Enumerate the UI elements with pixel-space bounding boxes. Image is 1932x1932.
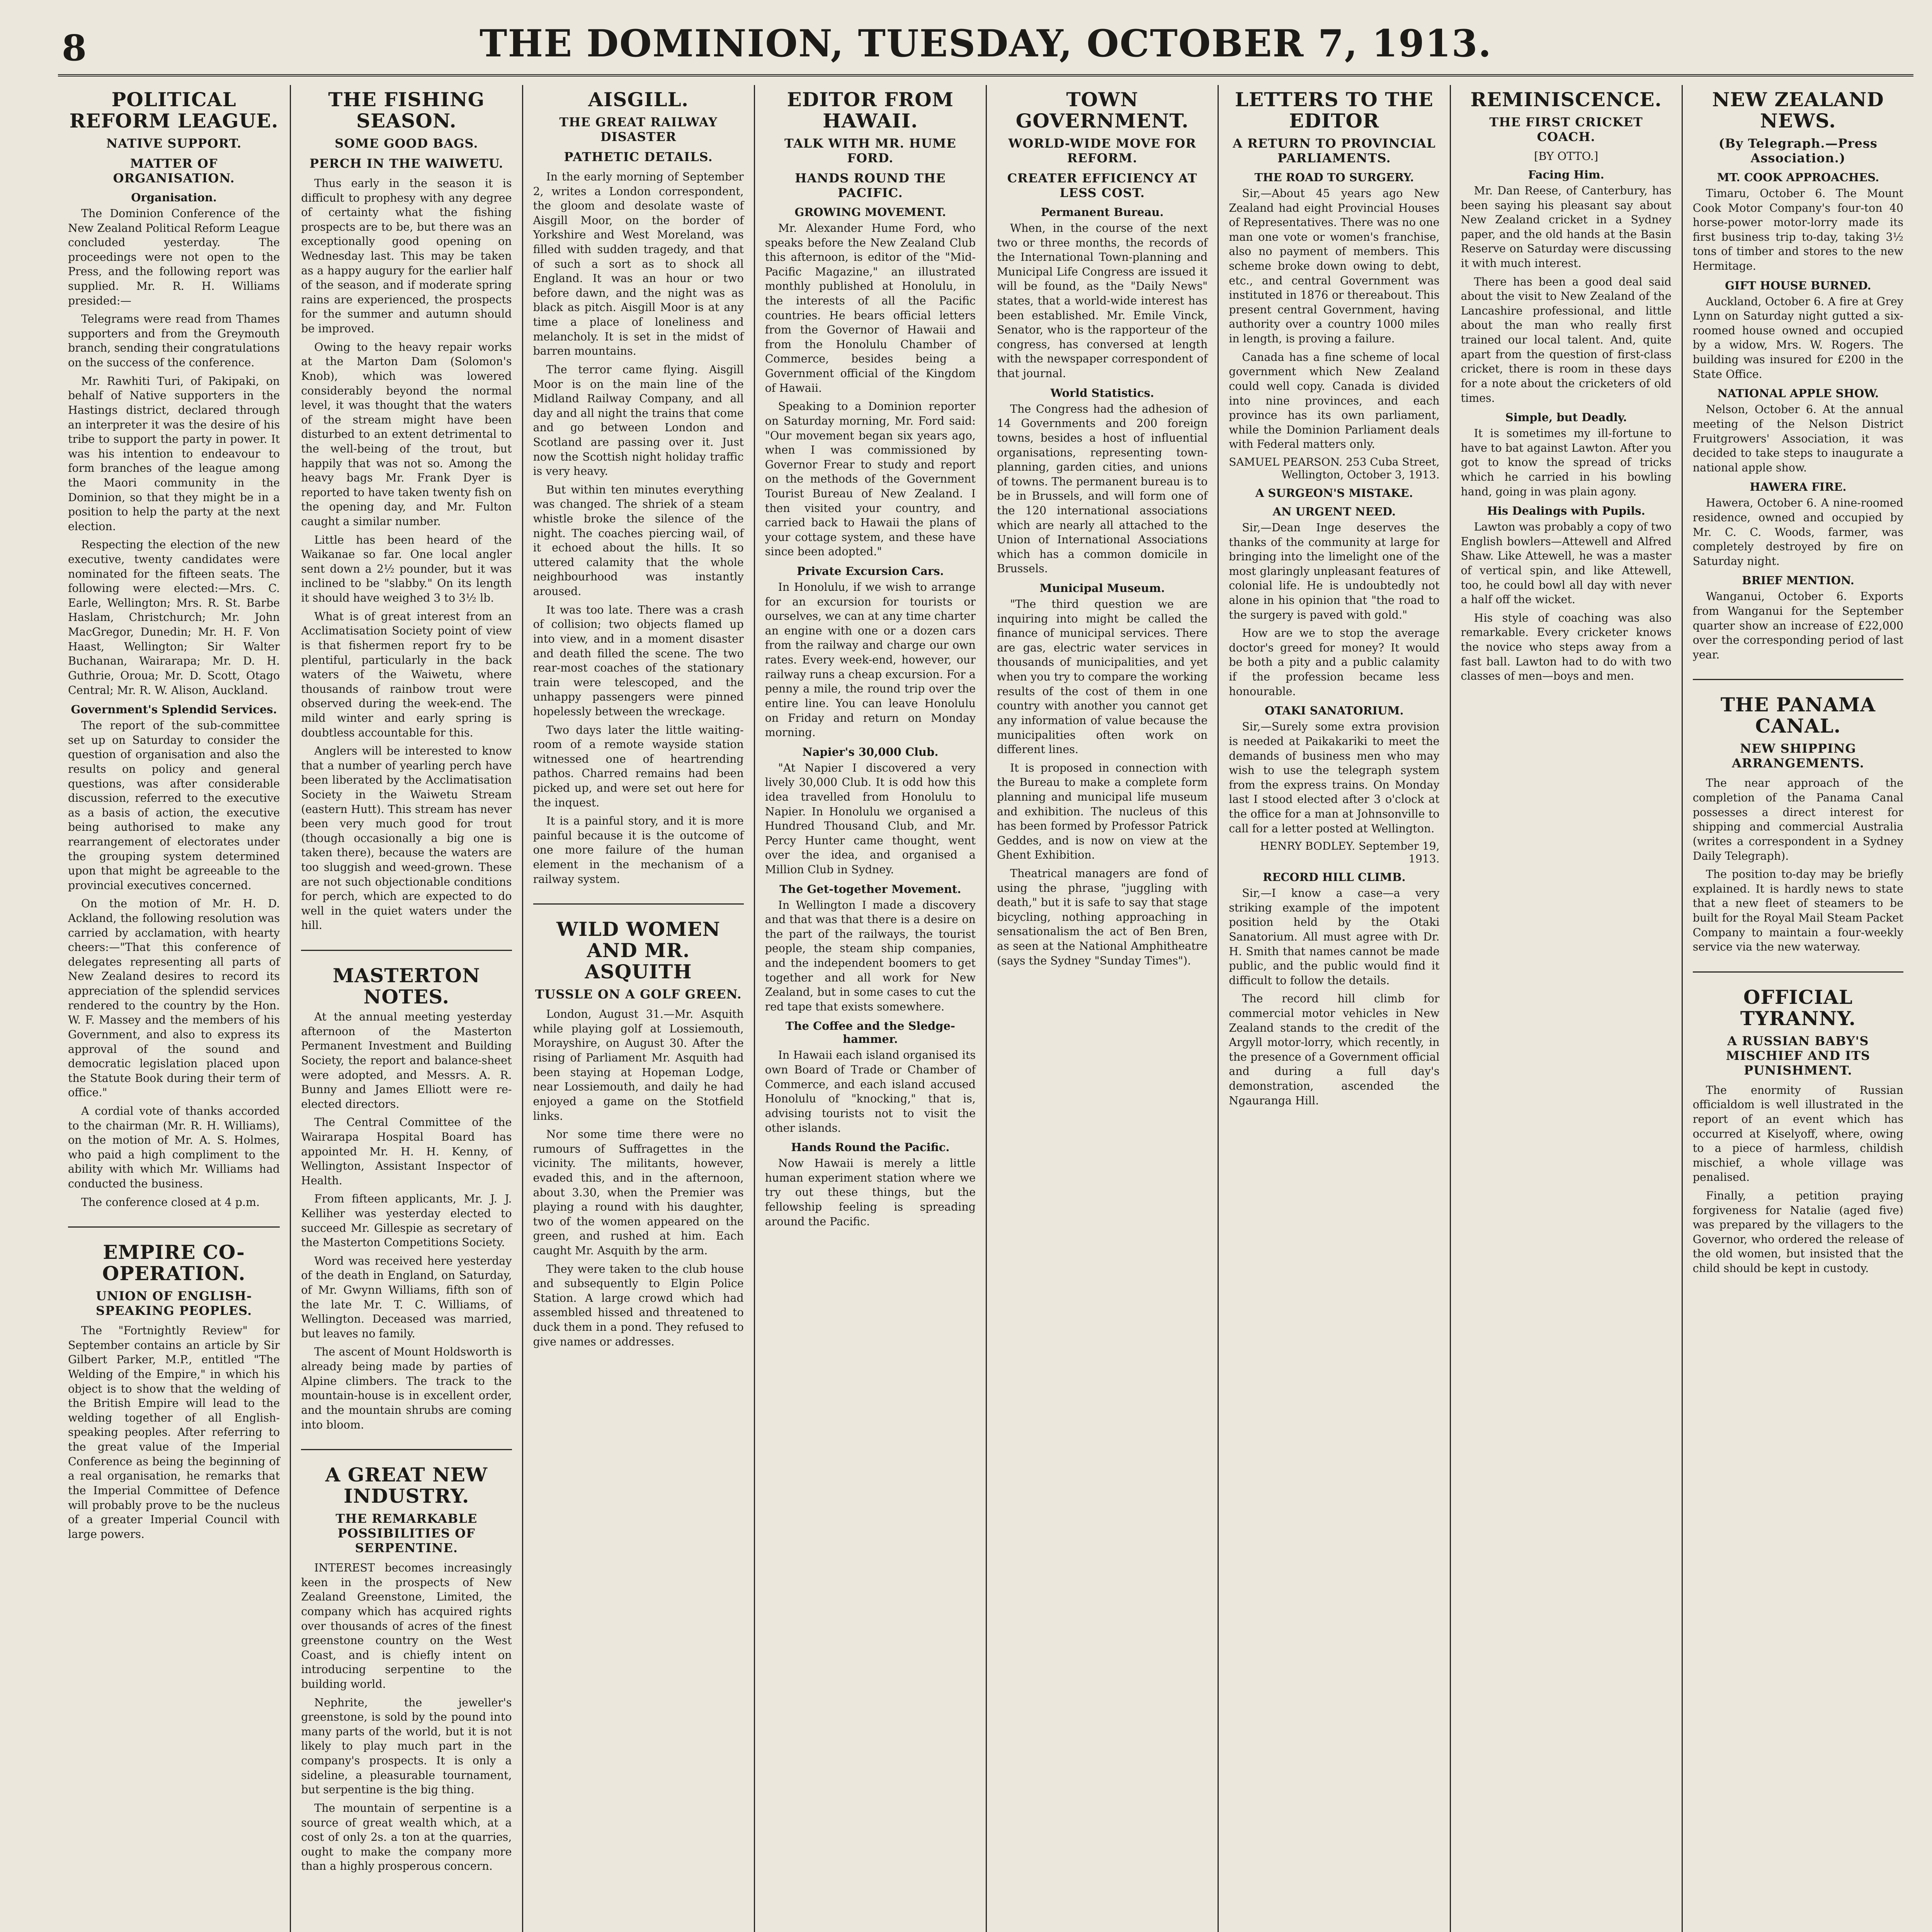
paragraph: "The third question we are inquiring into might be called the finance of municipal services. There are gas, electric water services in thousands of municipalities, and yet when you try to compare the working results of the cost of them in one country with another you cannot get any information of value because the municipalities often work on different lines. (997, 598, 1208, 756)
article (997, 89, 1208, 968)
article-subhead: A RUSSIAN BABY'S MISCHIEF AND ITS PUNISHMENT. (1726, 1033, 1871, 1078)
section-heading: Organisation. (131, 191, 217, 204)
paragraph: Little has been heard of the Waikanae so far. One local angler sent down a 2½ pounder, but it was inclined to be "slabby." On its length it should have weighed 3 to 3½ lb. (301, 533, 512, 605)
article-subhead: THE FIRST CRICKET COACH. (1489, 115, 1643, 144)
article-subhead: WORLD-WIDE MOVE FOR REFORM. (1008, 136, 1196, 165)
column-2 (290, 85, 522, 1932)
article-subhead: UNION OF ENGLISH-SPEAKING PEOPLES. (95, 1289, 252, 1318)
paragraph: Sir,—About 45 years ago New Zealand had eight Provincial Houses of Representatives. There was no one man one vote or women's franchise, also no payment of members. This scheme broke down owing to debt, etc., and central Government was instituted in 1876 or thereabout. This present central Government, having authority over a country 1000 miles in length, is proving a failure. (1229, 187, 1440, 345)
article-headline: WILD WOMEN AND MR. ASQUITH (556, 918, 721, 983)
section-heading: The Get-together Movement. (779, 882, 961, 896)
section-heading: Napier's 30,000 Club. (802, 745, 939, 759)
section-heading: GIFT HOUSE BURNED. (1725, 279, 1871, 292)
article-subhead: TUSSLE ON A GOLF GREEN. (535, 987, 742, 1002)
paragraph: When, in the course of the next two or three months, the records of the International Town-planning and Municipal Life Congress are issued it will be found, as the "Daily News" states, that a world-wide interest has been established. Mr. Emile Vinck, Senator, who is the rapporteur of the congress, has conversed at length with the newspaper correspondent of that journal. (997, 222, 1208, 380)
article (1229, 89, 1439, 1108)
paragraph: Nor some time there were no rumours of Suffragettes in the vicinity. The militants, however, evaded this, and in the afternoon, about 3.30, when the Premier was playing a round with his daughter, two of the women appeared on the green, and rushed at him. Each caught Mr. Asquith by the arm. (533, 1128, 744, 1257)
paragraph: Canada has a fine scheme of local government which New Zealand could well copy. Canada is divided into nine provinces, and each province has its own parliament, while the Dominion Parliament deals with Federal matters only. (1229, 350, 1440, 451)
paragraph: Word was received here yesterday of the death in England, on Saturday, of Mr. Gwynn Williams, fifth son of the late Mr. T. C. Williams, of Wellington. Deceased was married, but leaves no family. (301, 1254, 512, 1340)
letter-signature: HENRY BODLEY. September 19, 1913. (1260, 840, 1440, 866)
article-subhead: THE REMARKABLE POSSIBILITIES OF SERPENTINE. (335, 1511, 478, 1556)
article-subhead: NATIVE SUPPORT. (106, 136, 242, 151)
section-heading: Permanent Bureau. (1041, 206, 1164, 219)
paragraph: Finally, a petition praying forgiveness for Natalie (aged five) was prepared by the villagers to the Governor, who ordered the release of the old women, but insisted that the child should be kept in custody. (1692, 1189, 1903, 1275)
article (301, 1449, 512, 1874)
paragraph: Now Hawaii is merely a little human experiment station where we try out these things, but the fellowship feeling is spreading around the Pacific. (765, 1157, 976, 1228)
paragraph: It is sometimes my ill-fortune to have to bat against Lawton. After you got to know the spread of tricks which he carried in his bowling hand, going in was plain agony. (1461, 427, 1672, 498)
article-subhead: A RETURN TO PROVINCIAL PARLIAMENTS. (1233, 136, 1436, 165)
section-heading: Simple, but Deadly. (1505, 411, 1627, 424)
paragraph: The conference closed at 4 p.m. (81, 1196, 260, 1209)
column-4 (754, 85, 986, 1932)
section-heading: BRIEF MENTION. (1742, 574, 1854, 587)
paragraph: London, August 31.—Mr. Asquith while playing golf at Lossiemouth, Morayshire, on August 30. After the rising of Parliament Mr. Asquith had been staying at Hopeman Lodge, near Lossiemouth, and daily he had enjoyed a game on the Stotfield links. (533, 1008, 744, 1122)
section-heading: MT. COOK APPROACHES. (1717, 171, 1879, 184)
section-heading: Facing Him. (1528, 168, 1604, 181)
article (1693, 679, 1903, 954)
paragraph: Timaru, October 6. The Mount Cook Motor Company's four-ton 40 horse-power motor-lorry made its first business trip to-day, taking 3½ tons of timber and stores to the new Hermitage. (1692, 187, 1903, 273)
paragraph: Two days later the little waiting-room of a remote wayside station witnessed one of heartrending pathos. Charred remains had been picked up, and were set out here for the inquest. (533, 723, 744, 809)
article-subhead: HANDS ROUND THE PACIFIC. (795, 171, 946, 200)
paragraph: Respecting the election of the new executive, twenty candidates were nominated for the fifteen seats. The following were elected:—Mrs. C. Earle, Wellington; Mrs. R. St. Barbe Haslam, Christchurch; Mr. John MacGregor, Dunedin; Mr. H. F. Von Haast, Wellington; Sir Walter Buchanan, Wairarapa; Mr. D. H. Guthrie, Oroua; Mr. D. Scott, Otago Central; Mr. R. W. Alison, Auckland. (68, 538, 280, 697)
paragraph: "At Napier I discovered a very lively 30,000 Club. It is odd how this idea travelled from Honolulu to Napier. In Honolulu we organised a Hundred Thousand Club, and Mr. Percy Hunter came thought, went over the idea, and organised a Million Club in Sydney. (765, 761, 976, 876)
paragraph: Speaking to a Dominion reporter on Saturday morning, Mr. Ford said: "Our movement began six years ago, when I was commissioned by Governor Frear to study and report on the methods of the Government Tourist Bureau of New Zealand. I then visited your country, and carried back to Hawaii the plans of your cottage system, and these have since been adopted." (765, 400, 976, 558)
paragraph: Sir,—I know a case—a very striking example of the impotent position held by the Otaki Sanatorium. All must agree with Dr. H. Smith that names cannot be made public, and the public would find it difficult to follow the details. (1229, 887, 1440, 987)
column-5 (986, 85, 1218, 1932)
section-heading: Hands Round the Pacific. (791, 1141, 950, 1154)
paragraph: Theatrical managers are fond of using the phrase, "juggling with death," but it is safe to say that stage bicycling, nothing approaching in sensationalism the act of Ben Bren, as seen at the National Amphitheatre (says the Sydney "Sunday Times"). (997, 867, 1208, 967)
article-subhead: TALK WITH MR. HUME FORD. (784, 136, 956, 165)
article (68, 1226, 280, 1541)
paragraph: In Hawaii each island organised its own Board of Trade or Chamber of Commerce, and each island accused Honolulu of "knocking," that is, advising tourists not to visit the other islands. (765, 1049, 976, 1134)
article-headline: EDITOR FROM HAWAII. (787, 88, 954, 132)
article-headline: OFFICIAL TYRANNY. (1740, 985, 1856, 1030)
article-subhead: MATTER OF ORGANISATION. (113, 156, 235, 185)
paragraph: How are we to stop the average doctor's greed for money? It would be both a pity and a public calamity if the profession became less honourable. (1229, 627, 1440, 698)
paragraph: Auckland, October 6. A fire at Grey Lynn on Saturday night gutted a six-roomed house owned and occupied by a widow, Mrs. W. Rogers. The building was insured for £200 in the State Office. (1692, 295, 1903, 381)
section-heading: A SURGEON'S MISTAKE. (1255, 486, 1413, 500)
paragraph: Telegrams were read from Thames supporters and from the Greymouth branch, sending their congratulations on the success of the conference. (68, 313, 280, 369)
paragraph: Mr. Dan Reese, of Canterbury, has been saying his pleasant say about New Zealand cricket in a Sydney paper, and the old hands at the Basin Reserve on Saturday were discussing it with much interest. (1461, 184, 1672, 270)
article-headline: POLITICAL REFORM LEAGUE. (69, 88, 279, 132)
article-subhead: SOME GOOD BAGS. (335, 136, 478, 151)
article-subhead: PATHETIC DETAILS. (564, 150, 713, 164)
article-subhead: THE GREAT RAILWAY DISASTER (559, 115, 718, 144)
section-heading: World Statistics. (1050, 386, 1154, 400)
paragraph: Wanganui, October 6. Exports from Wanganui for the September quarter show an increase of £22,000 over the corresponding period of last year. (1692, 590, 1903, 661)
column-8 (1682, 85, 1913, 1932)
article-headline: THE PANAMA CANAL. (1720, 693, 1876, 738)
paragraph: Mr. Rawhiti Turi, of Pakipaki, on behalf of Native supporters in the Hastings district, declared through an interpreter it was the desire of his tribe to support the party in power. It was his intention to endeavour to form branches of the league among the Maori community in the Dominion, so that they might be in a position to help the party at the next election. (68, 374, 280, 533)
paragraph: Nephrite, the jeweller's greenstone, is sold by the pound into many parts of the world, but it is not likely to play much part in the company's prospects. It is only a sideline, a pleasurable tournament, but serpentine is the big thing. (301, 1696, 512, 1796)
paragraph: Sir,—Surely some extra provision is needed at Paikakariki to meet the demands of business men who may wish to use the telegraph system from the express trains. On Monday last I stood elected after 3 o'clock at the office for a man at Johnsonville to call for a letter posted at Wellington. (1229, 720, 1440, 835)
article-headline: TOWN GOVERNMENT. (1015, 88, 1189, 132)
section-heading: NATIONAL APPLE SHOW. (1717, 387, 1879, 400)
column-3 (522, 85, 754, 1932)
paragraph: Thus early in the season it is difficult to prophesy with any degree of certainty what the fishing prospects are to be, but there was an exceptionally good opening on Wednesday last. This may be taken as a happy augury for the earlier half of the season, and if moderate spring rains are experienced, the prospects for the summer and autumn should be improved. (301, 177, 512, 335)
paragraph: Lawton was probably a copy of two English bowlers—Attewell and Alfred Shaw. Like Attewell, he was a master of vertical spin, and like Attewell, too, he could bowl all day with never a half off the wicket. (1461, 520, 1672, 606)
paragraph: It is proposed in connection with the Bureau to make a complete form planning and municipal life museum and exhibition. The nucleus of this has been formed by Professor Patrick Geddes, and is now on view at the Ghent Exhibition. (997, 761, 1208, 862)
article (301, 89, 512, 933)
article (1693, 89, 1903, 662)
section-heading: Municipal Museum. (1039, 582, 1165, 595)
paragraph: Sir,—Dean Inge deserves the thanks of the community at large for bringing into the limelight one of the most glaringly unpleasant features of colonial life. He is undoubtedly not alone in his opinion that "the road to the surgery is paved with gold." (1229, 521, 1440, 621)
paragraph: The enormity of Russian officialdom is well illustrated in the report of an event which has occurred at Kiselyoff, where, owing to a piece of harmless, childish mischief, a whole village was penalised. (1692, 1083, 1903, 1184)
paragraph: There has been a good deal said about the visit to New Zealand of the Lancashire professional, and little about the man who really first trained our local talent. And, quite apart from the question of first-class cricket, there is room in these days for a note about the cricketers of old times. (1461, 275, 1672, 405)
article-headline: THE FISHING SEASON. (328, 88, 485, 132)
article-headline: EMPIRE CO-OPERATION. (102, 1241, 246, 1285)
article (68, 89, 280, 1209)
section-heading: The Coffee and the Sledge-hammer. (785, 1019, 955, 1046)
paragraph: In the early morning of September 2, writes a London correspondent, the gloom and desolate waste of Aisgill Moor, on the border of Yorkshire and West Moreland, was filled with sudden tragedy, and that of such a sort as to shock all England. It was an hour or two before dawn, and the night was as black as pitch. Aisgill Moor is at any time a place of loneliness and melancholy. It is set in the midst of barren mountains. (533, 170, 744, 358)
section-heading: GROWING MOVEMENT. (794, 206, 946, 219)
section-heading: His Dealings with Pupils. (1487, 504, 1645, 518)
paragraph: But within ten minutes everything was changed. The shriek of a steam whistle broke the silence of the night. The coaches piercing wail, of it echoed about the hills. It so uttered calamity that the whole neighbourhood was instantly aroused. (533, 483, 744, 598)
article-headline: NEW ZEALAND NEWS. (1712, 88, 1884, 132)
paragraph: Anglers will be interested to know that a number of yearling perch have been liberated by the Acclimatisation Society in the Waiwetu Stream (eastern Hutt). This stream has never been very much good for trout (though occasionally a big one is taken there), because the waters are too sluggish and weed-grown. These are not such objectionable conditions for perch, which are expected to do well in the quiet waters under the hill. (301, 745, 512, 932)
paragraph: On the motion of Mr. H. D. Ackland, the following resolution was carried by acclamation, with hearty cheers:—"That this conference of delegates representing all parts of New Zealand desires to record its appreciation of the splendid services rendered to the country by the Hon. W. F. Massey and the members of his Government, and also to express its approval of the sound and democratic legislation placed upon the Statute Book during their term of office." (68, 897, 280, 1099)
paragraph: The Central Committee of the Wairarapa Hospital Board has appointed Mr. H. H. Kenny, of Wellington, Assistant Inspector of Health. (301, 1116, 512, 1187)
paragraph: The position to-day may be briefly explained. It is hardly news to state that a new fleet of steamers to be built for the Royal Mail Steam Packet Company to maintain a four-weekly service via the new waterway. (1692, 868, 1903, 954)
paragraph: A cordial vote of thanks accorded to the chairman (Mr. R. H. Williams), on the motion of Mr. A. S. Holmes, who paid a high compliment to the ability with which Mr. Williams had conducted the business. (68, 1104, 280, 1190)
column-1 (58, 85, 290, 1932)
article-subhead: PERCH IN THE WAIWETU. (309, 156, 503, 171)
paragraph: The Congress had the adhesion of 14 Governments and 200 foreign towns, besides a host of influential organisations, representing town-planning, garden cities, and unions of towns. The permanent bureau is to be in Brussels, and will form one of the 120 international associations which are nearly all attached to the Union of International Associations which has a common domicile in Brussels. (997, 402, 1208, 575)
article-byline: [BY OTTO.] (1534, 150, 1599, 163)
paragraph: The record hill climb for commercial motor vehicles in New Zealand stands to the credit of the Argyll motor-lorry, which recently, in the presence of a Government official and during a full day's demonstration, ascended the Ngauranga Hill. (1229, 992, 1440, 1107)
article (533, 89, 744, 886)
paragraph: The ascent of Mount Holdsworth is already being made by parties of Alpine climbers. The track to the mountain-house is in excellent order, and the mountain shrubs are coming into bloom. (301, 1345, 512, 1431)
letter-signature: SAMUEL PEARSON. 253 Cuba Street, Wellington, October 3, 1913. (1229, 455, 1440, 481)
section-heading: OTAKI SANATORIUM. (1265, 704, 1404, 718)
column-6 (1218, 85, 1449, 1932)
section-subheading: AN URGENT NEED. (1272, 505, 1396, 518)
paragraph: Mr. Alexander Hume Ford, who speaks before the New Zealand Club this afternoon, is editor of the "Mid-Pacific Magazine," an illustrated monthly published at Honolulu, in the interests of all the Pacific countries. He bears official letters from the Governor of Hawaii and from the Honolulu Chamber of Commerce, besides being a Government official of the Kingdom of Hawaii. (765, 222, 976, 395)
article-subhead: NEW SHIPPING ARRANGEMENTS. (1731, 741, 1864, 771)
paragraph: What is of great interest from an Acclimatisation Society point of view is that fishermen report fry to be plentiful, particularly in the back waters of the Waiwetu, where thousands of rainbow trout were observed during the week-end. The mild winter and early spring is doubtless accountable for this. (301, 610, 512, 739)
columns-container (58, 85, 1913, 1932)
article (1693, 971, 1903, 1276)
paragraph: INTEREST becomes increasingly keen in the prospects of New Zealand Greenstone, Limited, the company which has acquired rights over thousands of acres of the finest greenstone country on the West Coast, and is chiefly intent on introducing serpentine to the building world. (301, 1561, 512, 1691)
masthead (58, 16, 1913, 77)
article (1461, 89, 1672, 684)
article-headline: MASTERTON NOTES. (333, 964, 480, 1009)
paragraph: In Wellington I made a discovery and that was that there is a desire on the part of the railways, the tourist people, the steam ship companies, and the independent boomers to get together and all work for New Zealand, but in some cases to cut the red tape that exists somewhere. (765, 898, 976, 1013)
paragraph: The Dominion Conference of the New Zealand Political Reform League concluded yesterday. The proceedings were not open to the Press, and the following report was supplied. Mr. R. H. Williams presided:— (68, 207, 280, 307)
paragraph: The "Fortnightly Review" for September contains an article by Sir Gilbert Parker, M.P., entitled "The Welding of the Empire," in which his object is to show that the welding of the British Empire will lead to the welding together of all English-speaking peoples. After referring to the great value of the Imperial Conference as being the beginning of a real organisation, he remarks that the Imperial Committee of Defence will probably prove to be the nucleus of a greater Imperial Council with large powers. (68, 1324, 280, 1541)
paragraph: The near approach of the completion of the Panama Canal possesses a direct interest for shipping and commercial Australia (writes a correspondent in a Sydney Daily Telegraph). (1692, 777, 1903, 862)
article-headline: A GREAT NEW INDUSTRY. (325, 1463, 488, 1508)
section-heading: Government's Splendid Services. (71, 703, 277, 716)
section-heading: RECORD HILL CLIMB. (1263, 871, 1406, 884)
paragraph: Hawera, October 6. A nine-roomed residence, owned and occupied by Mr. C. C. Woods, farmer, was completely destroyed by fire on Saturday night. (1692, 497, 1903, 568)
paragraph: They were taken to the club house and subsequently to Elgin Police Station. A large crowd which had assembled hissed and threatened to duck them in a pond. They refused to give names or addresses. (533, 1262, 744, 1348)
article (533, 903, 744, 1349)
article-headline: AISGILL. (588, 88, 689, 111)
paragraph: From fifteen applicants, Mr. J. J. Kelliher was yesterday elected to succeed Mr. Gillespie as secretary of the Masterton Competitions Society. (301, 1192, 512, 1249)
paragraph: It was too late. There was a crash of collision; two objects flamed up into view, and in a moment disaster and death filled the scene. The two rear-most coaches of the stationary train were telescoped, and the unhappy passengers were pinned hopelessly between the wreckage. (533, 603, 744, 718)
article-headline: REMINISCENCE. (1470, 88, 1662, 111)
page-number: 8 (62, 27, 87, 69)
paragraph: His style of coaching was also remarkable. Every cricketer knows the novice who steps away from a fast ball. Lawton had to do with two classes of men—boys and men. (1461, 611, 1672, 683)
paragraph: It is a painful story, and it is more painful because it is the outcome of one more failure of the human element in the mechanism of a railway system. (533, 815, 744, 886)
paragraph: Nelson, October 6. At the annual meeting of the Nelson District Fruitgrowers' Association, it was decided to take steps to inaugurate a national apple show. (1692, 403, 1903, 474)
article (301, 950, 512, 1432)
section-heading: Private Excursion Cars. (797, 565, 944, 578)
column-7 (1450, 85, 1682, 1932)
newspaper-title: THE DOMINION, TUESDAY, OCTOBER 7, 1913. (480, 22, 1492, 65)
paragraph: The terror came flying. Aisgill Moor is on the main line of the Midland Railway Company, and all day and all night the trains that come and go between London and Scotland are passing over it. Just now the Scottish night holiday traffic is very heavy. (533, 363, 744, 478)
paragraph: The report of the sub-committee set up on Saturday to consider the question of organisation and also the results on policy and general questions, was after considerable discussion, referred to the executive as a basis of action, the executive being authorised to make any rearrangement of electorates under the grouping system determined upon that might be agreeable to the provincial executives concerned. (68, 719, 280, 892)
paragraph: At the annual meeting yesterday afternoon of the Masterton Permanent Investment and Building Society, the report and balance-sheet were adopted, and Messrs. A. R. Bunny and James Elliott were re-elected directors. (301, 1010, 512, 1111)
article-headline: LETTERS TO THE EDITOR (1235, 88, 1434, 132)
paragraph: In Honolulu, if we wish to arrange for an excursion for tourists or ourselves, we can at any time charter an engine with one or a dozen cars from the railway and charge our own rates. Every week-end, however, our railway runs a cheap excursion. For a penny a mile, the round trip over the entire line. You can leave Honolulu on Friday and return on Monday morning. (765, 581, 976, 739)
paragraph: Owing to the heavy repair works at the Marton Dam (Solomon's Knob), which was lowered considerably beyond the normal level, it was thought that the waters of the stream might have been disturbed to an extent detrimental to the well-being of the trout, but happily that was not so. Among the heavy bags Mr. Frank Dyer is reported to have taken twenty fish on the opening day, and Mr. Fulton caught a similar number. (301, 340, 512, 528)
article-subhead: (By Telegraph.—Press Association.) (1718, 136, 1878, 165)
article (765, 89, 976, 1229)
section-heading: THE ROAD TO SURGERY. (1254, 171, 1414, 184)
section-heading: HAWERA FIRE. (1750, 480, 1847, 494)
paragraph: The mountain of serpentine is a source of great wealth which, at a cost of only 2s. a ton at the quarries, ought to make the company more than a highly prosperous concern. (301, 1801, 512, 1873)
article-subhead: CREATER EFFICIENCY AT LESS COST. (1007, 171, 1197, 200)
